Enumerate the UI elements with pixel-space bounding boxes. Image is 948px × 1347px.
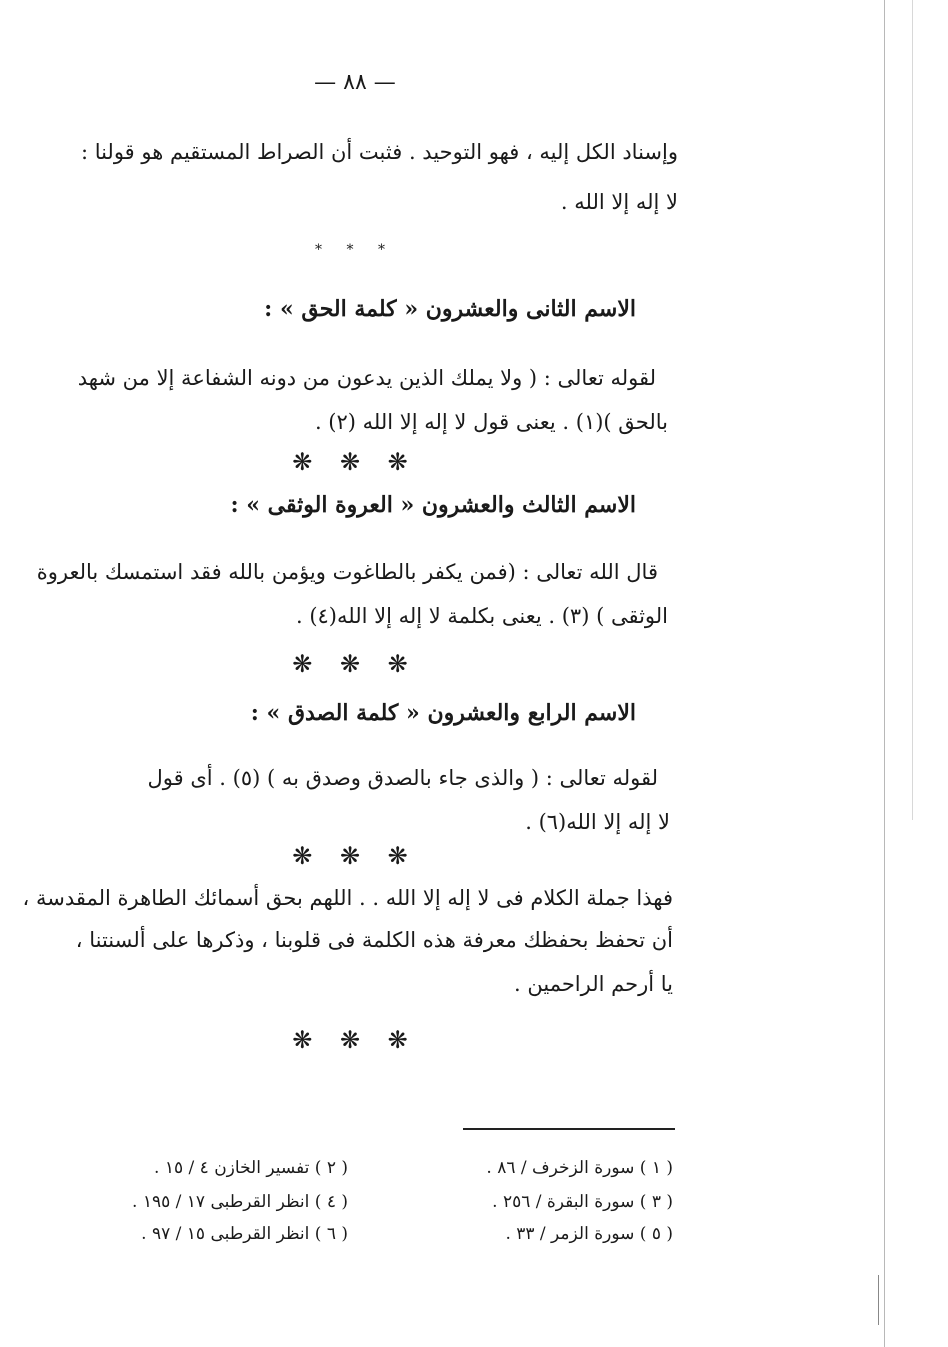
text-line: لقوله تعالى : ( والذى جاء بالصدق وصدق به ) (٥) . أى قول bbox=[147, 766, 658, 790]
scan-edge-line bbox=[878, 1275, 879, 1325]
section-separator: ❋ ❋ ❋ bbox=[292, 448, 418, 476]
section-heading-22: الاسم الثانى والعشرون « كلمة الحق » : bbox=[264, 296, 636, 322]
text-line: أن تحفظ بحفظك معرفة هذه الكلمة فى قلوبنا ، وذكرها على ألسنتنا ، bbox=[75, 928, 673, 952]
footnote-2: ( ٢ ) تفسير الخازن ٤ / ١٥ . bbox=[154, 1158, 348, 1178]
page-number: — ٨٨ — bbox=[314, 70, 396, 95]
section-heading-24: الاسم الرابع والعشرون « كلمة الصدق » : bbox=[250, 700, 636, 726]
text-line: لا إله إلا الله . bbox=[560, 190, 678, 214]
text-line: بالحق )(١) . يعنى قول لا إله إلا الله (٢) . bbox=[314, 410, 668, 434]
section-separator: ❋ ❋ ❋ bbox=[292, 1026, 418, 1054]
footnote-3: ( ٣ ) سورة البقرة / ٢٥٦ . bbox=[492, 1192, 673, 1212]
text-line: يا أرحم الراحمين . bbox=[514, 972, 673, 996]
text-line: وإسناد الكل إليه ، فهو التوحيد . فثبت أن الصراط المستقيم هو قولنا : bbox=[80, 140, 678, 164]
section-heading-23: الاسم الثالث والعشرون « العروة الوثقى » : bbox=[230, 492, 636, 518]
text-line: لا إله إلا الله(٦) . bbox=[525, 810, 670, 834]
footnote-6: ( ٦ ) انظر القرطبى ١٥ / ٩٧ . bbox=[141, 1224, 348, 1244]
section-separator: * * * bbox=[315, 242, 395, 258]
footnote-4: ( ٤ ) انظر القرطبى ١٧ / ١٩٥ . bbox=[132, 1192, 348, 1212]
text-line: لقوله تعالى : ( ولا يملك الذين يدعون من دونه الشفاعة إلا من شهد bbox=[77, 366, 656, 390]
footnote-5: ( ٥ ) سورة الزمر / ٣٣ . bbox=[505, 1224, 673, 1244]
section-separator: ❋ ❋ ❋ bbox=[292, 650, 418, 678]
section-separator: ❋ ❋ ❋ bbox=[292, 842, 418, 870]
scan-edge-line bbox=[912, 0, 913, 820]
footnote-divider bbox=[463, 1128, 675, 1130]
scan-edge-line bbox=[884, 0, 885, 1347]
text-line: فهذا جملة الكلام فى لا إله إلا الله . . اللهم بحق أسمائك الطاهرة المقدسة ، bbox=[22, 886, 673, 910]
text-line: قال الله تعالى : (فمن يكفر بالطاغوت ويؤمن بالله فقد استمسك بالعروة bbox=[36, 560, 658, 584]
text-line: الوثقى ) (٣) . يعنى بكلمة لا إله إلا الله(٤) . bbox=[295, 604, 668, 628]
footnote-1: ( ١ ) سورة الزخرف / ٨٦ . bbox=[486, 1158, 673, 1178]
